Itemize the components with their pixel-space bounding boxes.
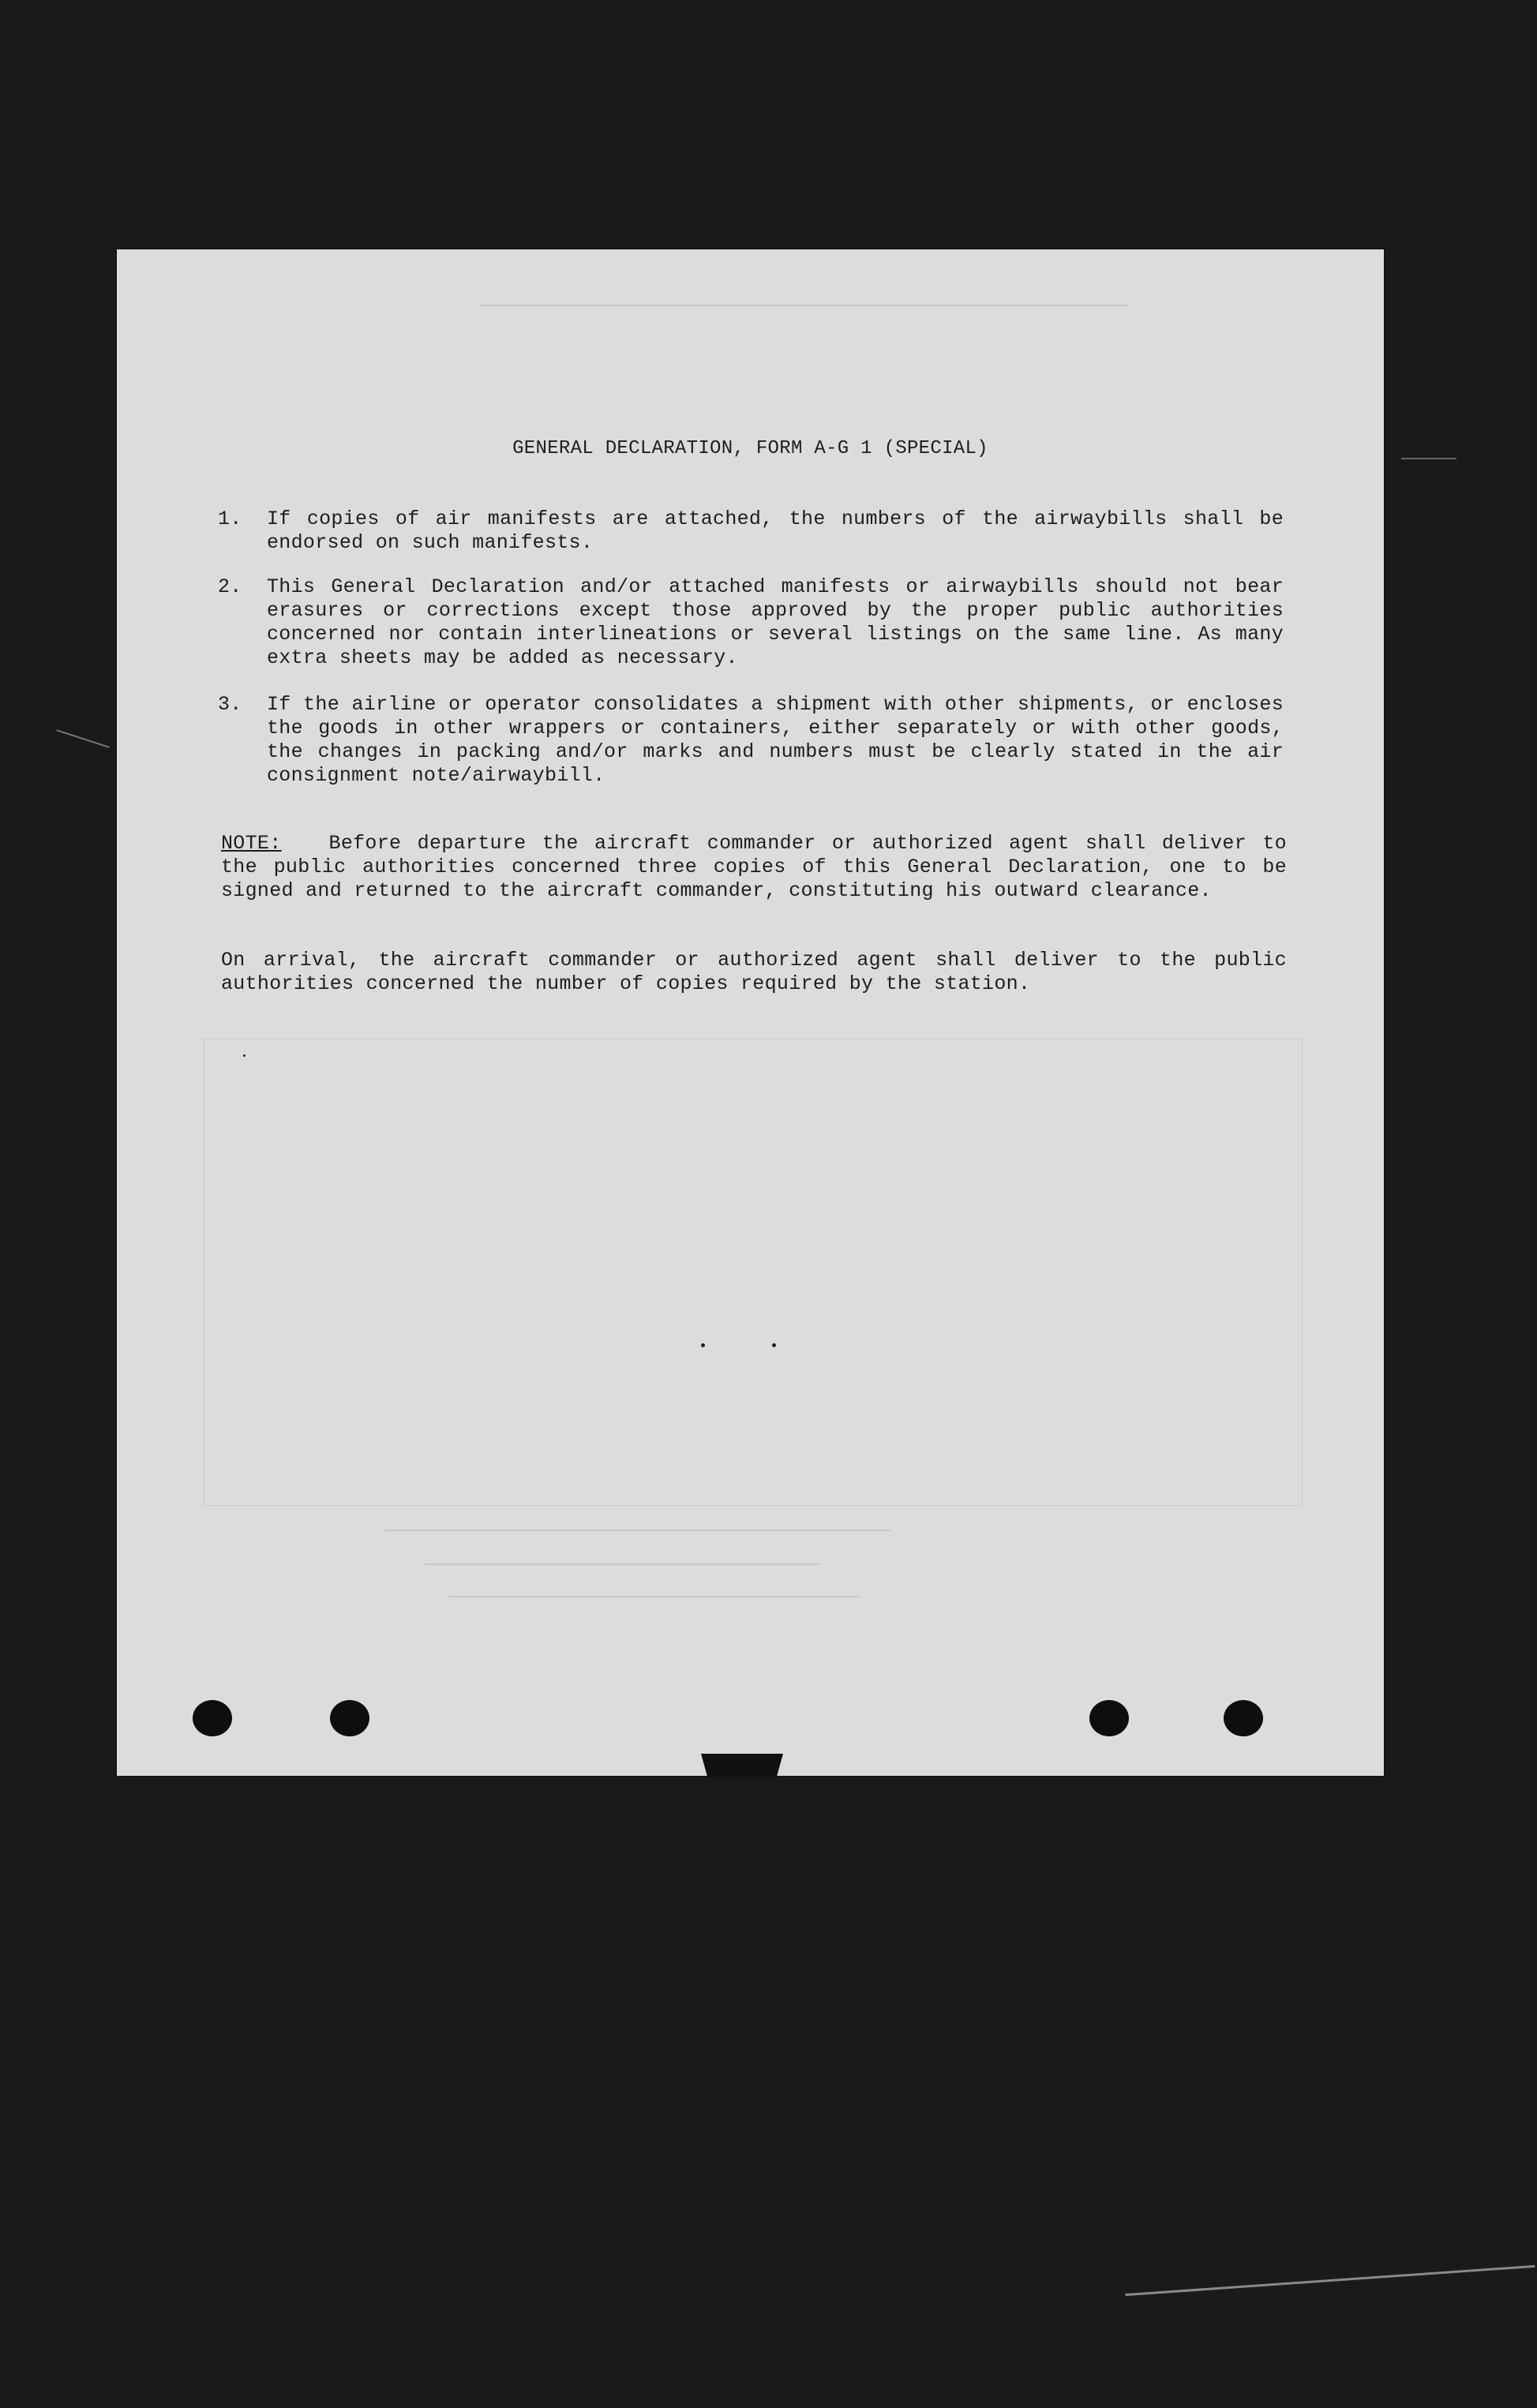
item-number: 1. <box>218 507 242 530</box>
note-text: Before departure the aircraft commander or authorized agent shall deliver to the public authorities concerned three copies of this General Declaration, one to be signed and returned to the aircraft commander, constituting his outward clearance. <box>221 832 1287 902</box>
film-scratch <box>1126 2265 1535 2296</box>
item-text: This General Declaration and/or attached manifests or airwaybills should not bear erasures or corrections except those approved by the proper public authorities concerned nor contain interlineations or several listings on the same line. As many extra sheets may be added as necessary. <box>267 575 1284 669</box>
arrival-paragraph: On arrival, the aircraft commander or authorized agent shall deliver to the public authorities concerned the number of copies required by the station. <box>221 949 1287 995</box>
instruction-item <box>218 507 1284 555</box>
document-title: GENERAL DECLARATION, FORM A-G 1 (SPECIAL) <box>512 438 988 459</box>
bleed-through-line <box>448 1596 859 1597</box>
page-clip-shadow <box>701 1754 783 1776</box>
note-label: NOTE: <box>221 832 282 855</box>
document-page <box>117 249 1384 1776</box>
punch-hole <box>1224 1700 1263 1736</box>
instruction-item <box>218 693 1284 788</box>
dust-speck <box>701 1343 705 1347</box>
note-paragraph <box>221 832 1287 903</box>
dust-speck <box>243 1054 246 1057</box>
film-scratch <box>1401 458 1456 459</box>
bleed-through-line <box>425 1564 819 1565</box>
item-text: If the airline or operator consolidates a shipment with other shipments, or encloses the goods in other wrappers or containers, either separately or with other goods, the changes in packing and/or marks and numbers must be clearly stated in the air consignment note/airwaybill. <box>267 693 1284 787</box>
instruction-item <box>218 575 1284 670</box>
film-scratch <box>56 729 109 748</box>
bleed-through-line <box>480 305 1127 306</box>
item-number: 3. <box>218 693 242 716</box>
item-number: 2. <box>218 575 242 598</box>
punch-hole <box>193 1700 232 1736</box>
punch-hole <box>330 1700 369 1736</box>
item-text: If copies of air manifests are attached, the numbers of the airwaybills shall be endorsed on such manifests. <box>267 507 1284 554</box>
bleed-through-line <box>385 1530 890 1531</box>
dust-speck <box>772 1343 776 1347</box>
punch-hole <box>1089 1700 1129 1736</box>
bleed-through-box <box>204 1039 1303 1506</box>
